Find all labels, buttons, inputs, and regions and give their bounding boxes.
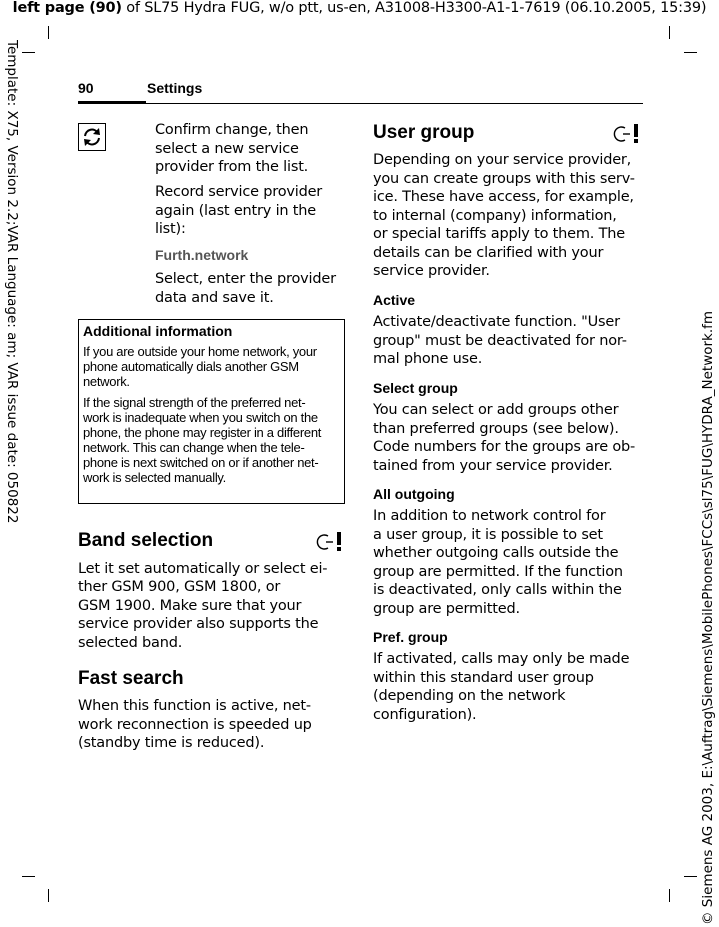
crop-mark <box>684 876 697 877</box>
text-line: than preferred groups (see below). <box>373 421 619 437</box>
operator-dependent-icon <box>314 530 346 556</box>
template-info-vertical <box>1 40 21 560</box>
text-line: list): <box>155 221 186 237</box>
text-line: If activated, calls may only be made <box>373 651 630 667</box>
additional-info-box <box>78 319 345 504</box>
section-title: Settings <box>147 80 203 96</box>
text-line: tained from your service provider. <box>373 458 613 474</box>
text-line: You can select or add groups other <box>373 402 619 418</box>
active-heading: Active <box>373 292 416 308</box>
info-line: phone automatically dials another GSM <box>83 359 299 374</box>
text-line: group are permitted. <box>373 601 520 617</box>
header-rule <box>146 103 643 104</box>
info-line: If the signal strength of the preferred net- <box>83 395 306 410</box>
text-line: group" must be deactivated for nor- <box>373 333 627 349</box>
text-line: Code numbers for the groups are ob- <box>373 439 636 455</box>
copyright-text: © Siemens AG 2003, E:\Auftrag\Siemens\MobilePhones\FCCs\sl75\FUG\HYDRA_Network.fm <box>700 310 716 925</box>
user-group-heading: User group <box>373 122 475 143</box>
text-line: whether outgoing calls outside the <box>373 545 619 561</box>
refresh-icon <box>78 123 106 151</box>
text-line: service provider. <box>373 263 490 279</box>
info-line: If you are outside your home network, your <box>83 344 317 359</box>
header-rule-thick <box>78 101 146 104</box>
template-info-text: Template: X75, Version 2.2;VAR Language: am; VAR issue date: 050822 <box>4 40 20 524</box>
crop-mark <box>22 876 35 877</box>
text-line: within this standard user group <box>373 670 594 686</box>
select-group-heading: Select group <box>373 380 458 396</box>
info-paragraph <box>83 344 340 389</box>
info-line: work is inadequate when you switch on the <box>83 410 318 425</box>
text-line: (depending on the network <box>373 688 566 704</box>
menu-item-furth-network: Furth.network <box>155 247 249 263</box>
crop-mark <box>22 52 35 53</box>
text-line: When this function is active, net- <box>78 698 311 714</box>
print-header-line <box>0 0 719 16</box>
print-header-page: left page (90) <box>12 0 122 16</box>
text-line: service provider also supports the <box>78 616 319 632</box>
crop-mark <box>684 52 697 53</box>
text-line: or special tariffs apply to them. The <box>373 226 625 242</box>
text-line: Select, enter the provider <box>155 271 336 287</box>
crop-mark <box>669 26 670 39</box>
info-line: work is selected manually. <box>83 470 226 485</box>
text-line: configuration). <box>373 707 477 723</box>
page-number: 90 <box>78 80 94 96</box>
all-outgoing-heading: All outgoing <box>373 486 455 502</box>
text-line: ice. These have access, for example, <box>373 189 634 205</box>
text-line: Confirm change, then <box>155 122 309 138</box>
text-line: group are permitted. If the function <box>373 564 623 580</box>
text-line: Let it set automatically or select ei- <box>78 561 328 577</box>
crop-mark <box>669 889 670 902</box>
crop-mark <box>48 26 49 39</box>
fast-search-heading: Fast search <box>78 668 184 689</box>
info-line: phone, the phone may register in a different <box>83 425 322 440</box>
text-line: In addition to network control for <box>373 508 606 524</box>
text-line: Depending on your service provider, <box>373 152 632 168</box>
text-line: provider from the list. <box>155 159 309 175</box>
text-line: you can create groups with this serv- <box>373 171 635 187</box>
text-line: GSM 1900. Make sure that your <box>78 598 302 614</box>
info-paragraph <box>83 395 340 485</box>
text-line: Record service provider <box>155 184 323 200</box>
text-line: (standby time is reduced). <box>78 735 265 751</box>
operator-dependent-icon <box>611 122 643 148</box>
print-header-details: of SL75 Hydra FUG, w/o ptt, us-en, A31008-H3300-A1-1-7619 (06.10.2005, 15:39) <box>121 0 707 16</box>
text-line: Activate/deactivate function. "User <box>373 314 620 330</box>
text-line: is deactivated, only calls within the <box>373 582 622 598</box>
text-line: to internal (company) information, <box>373 208 617 224</box>
text-line: data and save it. <box>155 290 274 306</box>
info-line: network. <box>83 374 130 389</box>
crop-mark <box>48 889 49 902</box>
text-line: selected band. <box>78 635 183 651</box>
info-line: network. This can change when the tele- <box>83 440 305 455</box>
text-line: select a new service <box>155 141 299 157</box>
pref-group-heading: Pref. group <box>373 629 448 645</box>
text-line: mal phone use. <box>373 351 483 367</box>
band-selection-heading: Band selection <box>78 530 214 551</box>
text-line: a user group, it is possible to set <box>373 527 603 543</box>
text-line: work reconnection is speeded up <box>78 717 312 733</box>
info-line: phone is next switched on or if another net- <box>83 455 319 470</box>
info-title: Additional information <box>83 323 233 339</box>
copyright-vertical <box>698 250 718 925</box>
text-line: ther GSM 900, GSM 1800, or <box>78 579 281 595</box>
text-line: again (last entry in the <box>155 203 316 219</box>
text-line: details can be clarified with your <box>373 245 604 261</box>
